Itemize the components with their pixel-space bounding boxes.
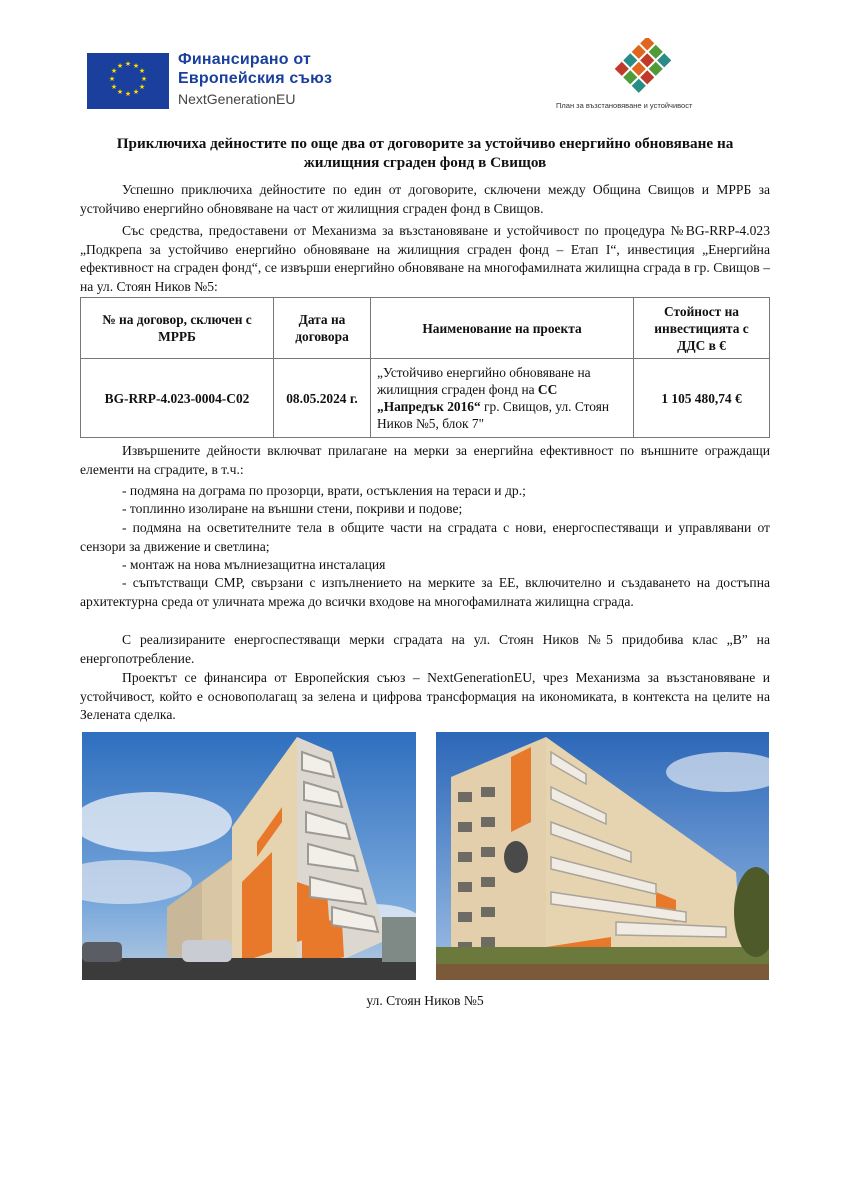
svg-text:★: ★ (138, 83, 146, 91)
table-row (81, 359, 770, 438)
document-header (0, 38, 850, 118)
paragraph-activities (80, 442, 770, 479)
paragraph-funding-text: Със средства, предоставени от Механизма за възстановяване и устойчивост по процедура №BG-RRP-4.023 „Подкрепа за устойчиво енергийно обновяване на жилищния сграден фонд – Етап I“, инвестиция „Енергийна ефективност на сграден фонд“, се извърши енергийно обновяване на многофамилната жилищна сграда в гр. Свищов – на ул. Стоян Ников №5: (80, 223, 770, 294)
list-item: - подмяна на осветителните тела в общите части на сградата с нови, енергоспестяващи и управлявани от сензори за движение и светлина; (80, 520, 770, 554)
recovery-plan-caption: План за възстановяване и устойчивост (556, 101, 693, 110)
document-title: Приключиха дейностите по още два от договорите за устойчиво енергийно обновяване на жилищния сграден фонд в Свищов (116, 135, 734, 171)
photo-caption: ул. Стоян Ников №5 (366, 993, 484, 1008)
list-item: - подмяна на дограма по прозорци, врати, остъкления на тераси и др.; (122, 483, 526, 498)
paragraph-intro-text: Успешно приключиха дейностите по един от договорите, сключени между Община Свищов и МРРБ за устойчиво енергийно обновяване на част от жилищния сграден фонд в Свищов. (80, 182, 770, 216)
svg-text:★: ★ (108, 75, 116, 83)
list-item: - топлинно изолиране на външни стени, покриви и подове; (122, 501, 463, 516)
svg-text:★: ★ (138, 67, 146, 75)
paragraph-financing (80, 669, 770, 725)
recovery-plan-logo-icon (598, 38, 688, 94)
project-name-part2: гр. Свищов, ул. Стоян Ников №5, блок 7" (377, 399, 610, 431)
nextgen-line: NextGenerationEU (178, 91, 296, 107)
svg-text:★: ★ (116, 88, 124, 96)
paragraph-activities-text: Извършените дейности включват прилагане на мерки за енергийна ефективност по външните ограждащи елементи на сградите, в т.ч.: (80, 443, 770, 477)
svg-text:★: ★ (116, 62, 124, 70)
project-name-bold: СС „Напредък 2016“ (377, 382, 558, 414)
project-name-part1: „Устойчиво енергийно обновяване на жилищния сграден фонд на (377, 365, 591, 397)
header-contract-date: Дата на договора (274, 298, 371, 359)
paragraph-intro (80, 181, 770, 218)
svg-text:★: ★ (124, 90, 132, 98)
cell-contract-date: 08.05.2024 г. (274, 359, 371, 438)
cell-investment-value: 1 105 480,74 € (634, 359, 770, 438)
table-header-row (81, 298, 770, 359)
paragraph-energy-class-text: С реализираните енергоспестяващи мерки сградата на ул. Стоян Ников №5 придобива клас „B” на енергопотребление. (80, 632, 770, 666)
contracts-table (80, 297, 770, 438)
cell-project-name (371, 359, 634, 438)
cell-contract-number: BG-RRP-4.023-0004-C02 (81, 359, 274, 438)
list-item: - монтаж на нова мълниезащитна инсталация (122, 557, 386, 572)
svg-text:★: ★ (132, 62, 140, 70)
eu-funding-text (178, 50, 332, 109)
svg-text:★: ★ (110, 67, 118, 75)
eu-flag-icon (87, 53, 169, 109)
paragraph-financing-text: Проектът се финансира от Европейския съюз – NextGenerationEU, чрез Механизма за възстановяване и устойчивост, който е основополагащ за зелена и цифрова трансформация на икономиката, в контекста на целите на Зелената сделка. (80, 670, 770, 722)
svg-text:★: ★ (140, 75, 148, 83)
svg-text:★: ★ (132, 88, 140, 96)
svg-text:★: ★ (110, 83, 118, 91)
paragraph-funding (80, 222, 770, 296)
building-photo-left (82, 732, 416, 980)
building-photo-right (436, 732, 769, 980)
list-item: - съпътстващи СМР, свързани с изпълнението на мерките за ЕЕ, включително и създаването на достъпна архитектурна среда от уличната мрежа до всички входове на многофамилната жилищна сграда. (80, 575, 770, 609)
header-investment-value: Стойност на инвестицията с ДДС в € (634, 298, 770, 359)
header-contract-number: № на договор, сключен с МРРБ (81, 298, 274, 359)
paragraph-energy-class (80, 631, 770, 668)
eu-union-line: Европейския съюз (178, 70, 333, 87)
header-project-name: Наименование на проекта (371, 298, 634, 359)
eu-funded-line: Финансирано от (178, 51, 312, 68)
svg-text:★: ★ (124, 60, 132, 68)
